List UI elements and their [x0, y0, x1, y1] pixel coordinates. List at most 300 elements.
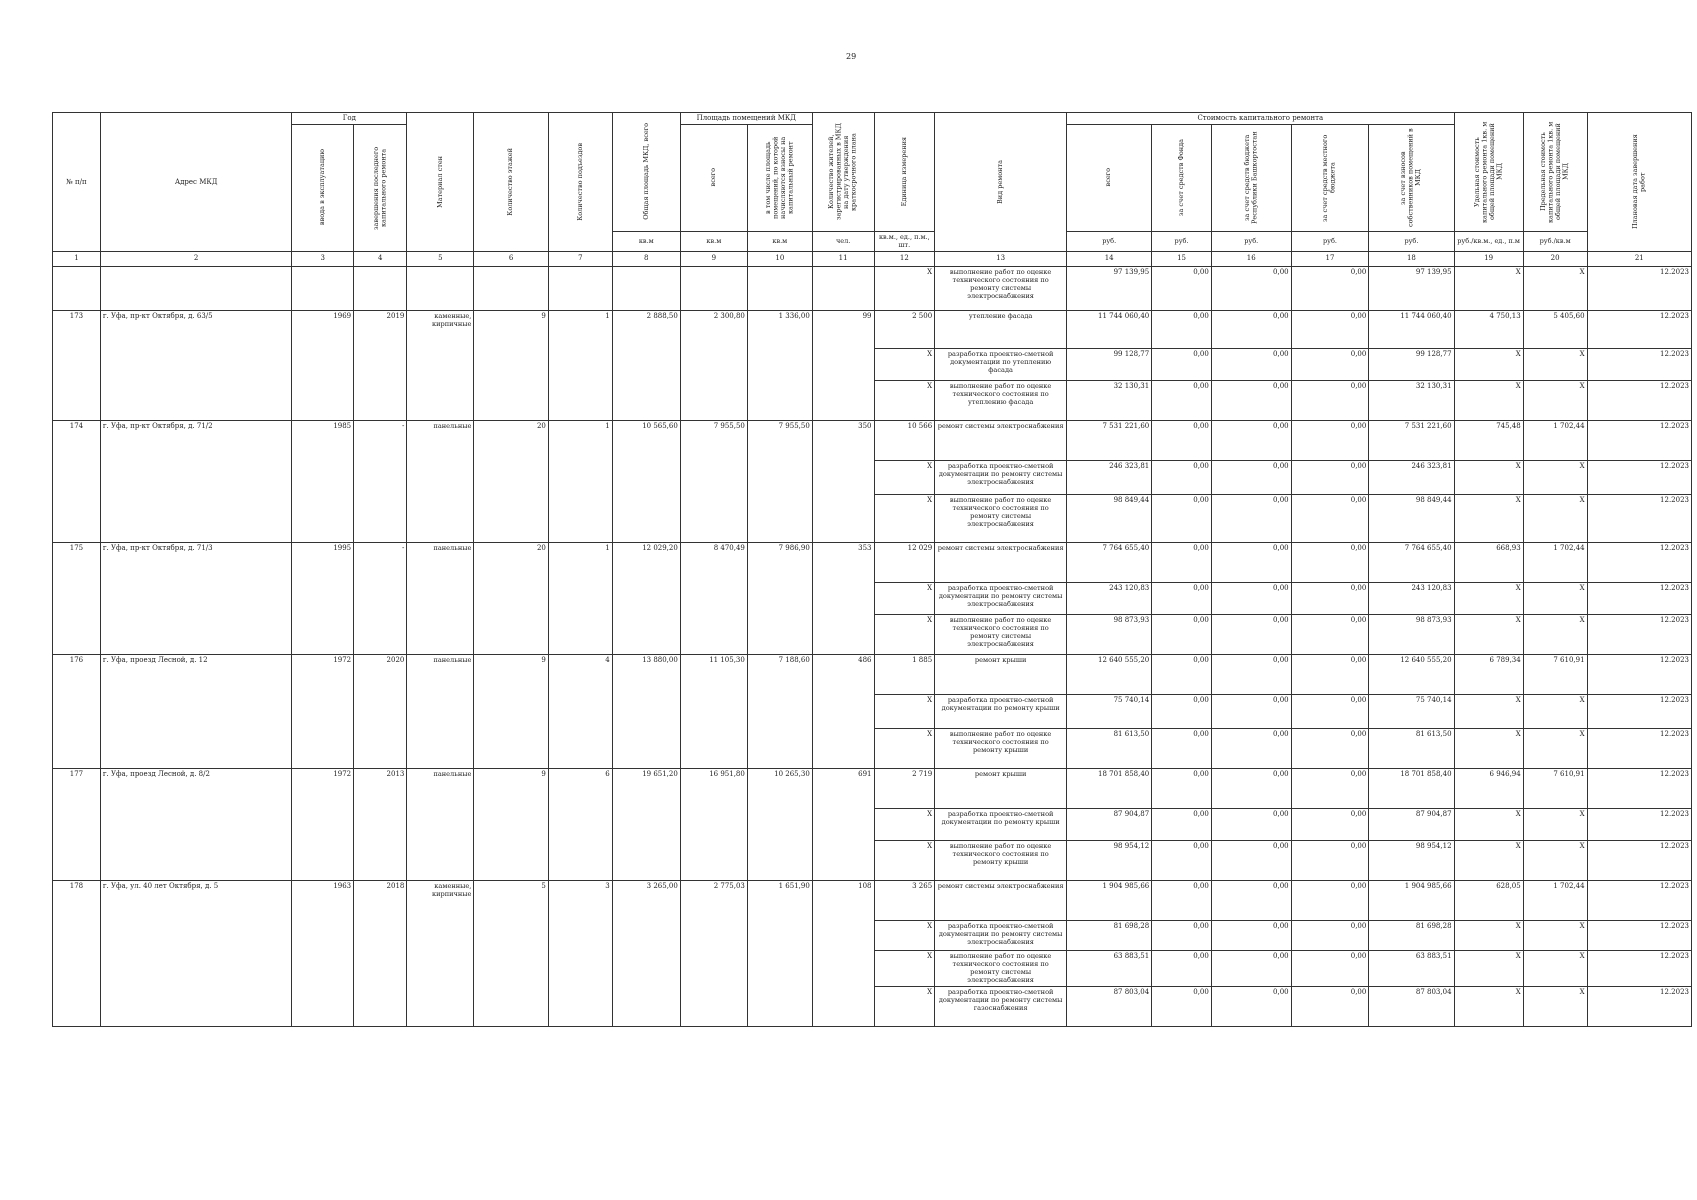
cell-entrances	[548, 494, 612, 542]
cell-cost-total: 7 764 655,40	[1067, 542, 1152, 582]
cell-entrances: 6	[548, 768, 612, 808]
col-number: 2	[100, 251, 292, 266]
cell-cost-rb: 0,00	[1211, 582, 1291, 614]
cell-cost-rb: 0,00	[1211, 310, 1291, 348]
cell-area-total	[680, 920, 747, 950]
cell-max-cost: X	[1523, 582, 1587, 614]
cell-cost-total: 81 698,28	[1067, 920, 1152, 950]
header-cost-group: Стоимость капитального ремонта	[1067, 113, 1454, 125]
cell-address	[100, 494, 292, 542]
cell-year-last-repair	[354, 380, 407, 420]
cell-num	[53, 986, 101, 1026]
cell-cost-local: 0,00	[1291, 582, 1369, 614]
cell-repair-type: разработка проектно-сметной документации по ремонту системы электроснабжения	[935, 920, 1067, 950]
cell-residents	[812, 920, 874, 950]
cell-max-cost: 1 702,44	[1523, 880, 1587, 920]
cell-unit-cost: X	[1454, 380, 1523, 420]
cell-area-owned	[747, 808, 812, 840]
unit-cost-owners: руб.	[1369, 231, 1454, 251]
unit-area: кв.м	[612, 231, 680, 251]
cell-cost-fund: 0,00	[1152, 728, 1212, 768]
cell-year-built	[292, 494, 354, 542]
cell-repair-type: выполнение работ по оценке технического состояния по ремонту системы электроснабжения	[935, 614, 1067, 654]
cell-address: г. Уфа, проезд Лесной, д. 12	[100, 654, 292, 694]
cell-year-built: 1972	[292, 768, 354, 808]
col-number: 1	[53, 251, 101, 266]
table-row	[53, 494, 1692, 542]
cell-address: г. Уфа, ул. 40 лет Октября, д. 5	[100, 880, 292, 920]
table-row	[53, 420, 1692, 460]
cell-year-built	[292, 380, 354, 420]
table-header	[53, 113, 1692, 267]
cell-plan-date: 12.2023	[1587, 460, 1691, 494]
cell-floors	[474, 266, 548, 310]
header-max-cost: Предельная стоимость капитального ремонта 1кв. м общей площади помещений МКД	[1523, 113, 1587, 232]
cell-max-cost: 7 610,91	[1523, 768, 1587, 808]
col-number: 15	[1152, 251, 1212, 266]
header-num: № п/п	[53, 113, 101, 252]
cell-area-owned	[747, 380, 812, 420]
table-row	[53, 654, 1692, 694]
cell-area-owned: 1 651,90	[747, 880, 812, 920]
cell-area-owned: 7 188,60	[747, 654, 812, 694]
cell-area-total	[680, 950, 747, 986]
cell-plan-date: 12.2023	[1587, 920, 1691, 950]
cell-cost-owners: 63 883,51	[1369, 950, 1454, 986]
cell-plan-date: 12.2023	[1587, 728, 1691, 768]
cell-material	[407, 348, 474, 380]
cell-cost-rb: 0,00	[1211, 986, 1291, 1026]
cell-area-owned	[747, 950, 812, 986]
cell-unit-cost: X	[1454, 728, 1523, 768]
cell-repair-type: выполнение работ по оценке технического состояния по ремонту системы электроснабжения	[935, 494, 1067, 542]
cell-qty: X	[874, 986, 935, 1026]
cell-entrances	[548, 266, 612, 310]
cell-qty: 2 500	[874, 310, 935, 348]
cell-plan-date: 12.2023	[1587, 310, 1691, 348]
cell-qty: X	[874, 728, 935, 768]
cell-entrances	[548, 986, 612, 1026]
cell-year-last-repair	[354, 728, 407, 768]
cell-residents	[812, 808, 874, 840]
cell-residents	[812, 614, 874, 654]
cell-repair-type: разработка проектно-сметной документации по утеплению фасада	[935, 348, 1067, 380]
cell-address	[100, 694, 292, 728]
cell-repair-type: ремонт системы электроснабжения	[935, 542, 1067, 582]
cell-area-owned	[747, 728, 812, 768]
cell-residents: 350	[812, 420, 874, 460]
cell-residents: 691	[812, 768, 874, 808]
cell-qty: X	[874, 266, 935, 310]
cell-year-built	[292, 266, 354, 310]
cell-material	[407, 380, 474, 420]
cell-max-cost: X	[1523, 614, 1587, 654]
cell-area-total	[680, 614, 747, 654]
cell-total-area	[612, 808, 680, 840]
cell-cost-local: 0,00	[1291, 840, 1369, 880]
cell-unit-cost: X	[1454, 986, 1523, 1026]
header-cost-owners: за счет взносов собственников помещений в МКД	[1369, 124, 1454, 231]
cell-cost-owners: 246 323,81	[1369, 460, 1454, 494]
cell-cost-owners: 12 640 555,20	[1369, 654, 1454, 694]
cell-num	[53, 920, 101, 950]
cell-cost-fund: 0,00	[1152, 654, 1212, 694]
header-cost-rb: за счет средств бюджета Республики Башкортостан	[1211, 124, 1291, 231]
cell-year-built	[292, 986, 354, 1026]
col-number: 20	[1523, 251, 1587, 266]
cell-unit-cost: 4 750,13	[1454, 310, 1523, 348]
cell-material: панельные	[407, 654, 474, 694]
cell-num: 176	[53, 654, 101, 694]
cell-cost-rb: 0,00	[1211, 460, 1291, 494]
cell-residents	[812, 840, 874, 880]
cell-cost-owners: 32 130,31	[1369, 380, 1454, 420]
column-numbers	[53, 251, 1692, 266]
cell-entrances	[548, 614, 612, 654]
cell-material	[407, 728, 474, 768]
cell-qty: X	[874, 582, 935, 614]
cell-entrances	[548, 950, 612, 986]
header-year-group: Год	[292, 113, 407, 125]
cell-repair-type: разработка проектно-сметной документации по ремонту крыши	[935, 808, 1067, 840]
cell-qty: X	[874, 614, 935, 654]
table-row	[53, 768, 1692, 808]
cell-cost-fund: 0,00	[1152, 614, 1212, 654]
table-row	[53, 542, 1692, 582]
cell-plan-date: 12.2023	[1587, 348, 1691, 380]
cell-address	[100, 728, 292, 768]
unit-max-cost: руб./кв.м	[1523, 231, 1587, 251]
cell-qty: X	[874, 920, 935, 950]
cell-repair-type: разработка проектно-сметной документации по ремонту системы электроснабжения	[935, 582, 1067, 614]
cell-cost-local: 0,00	[1291, 266, 1369, 310]
cell-area-owned: 1 336,00	[747, 310, 812, 348]
cell-total-area: 3 265,00	[612, 880, 680, 920]
cell-material	[407, 920, 474, 950]
cell-year-last-repair	[354, 582, 407, 614]
cell-floors	[474, 460, 548, 494]
cell-area-owned: 7 955,50	[747, 420, 812, 460]
cell-floors	[474, 950, 548, 986]
cell-material	[407, 986, 474, 1026]
cell-floors	[474, 986, 548, 1026]
cell-total-area	[612, 348, 680, 380]
cell-address	[100, 380, 292, 420]
header-year-last-repair: завершения последнего капитального ремонта	[354, 124, 407, 251]
cell-max-cost: 1 702,44	[1523, 420, 1587, 460]
cell-total-area	[612, 920, 680, 950]
unit-area-owned: кв.м	[747, 231, 812, 251]
cell-max-cost: X	[1523, 840, 1587, 880]
col-number: 14	[1067, 251, 1152, 266]
header-year-built: ввода в эксплуатацию	[292, 124, 354, 251]
cell-qty: X	[874, 694, 935, 728]
cell-entrances: 4	[548, 654, 612, 694]
cell-cost-owners: 18 701 858,40	[1369, 768, 1454, 808]
cell-total-area	[612, 380, 680, 420]
cell-num	[53, 728, 101, 768]
cell-max-cost: X	[1523, 460, 1587, 494]
col-number: 9	[680, 251, 747, 266]
cell-max-cost: 1 702,44	[1523, 542, 1587, 582]
col-number: 16	[1211, 251, 1291, 266]
cell-num	[53, 460, 101, 494]
col-number: 12	[874, 251, 935, 266]
cell-max-cost: X	[1523, 494, 1587, 542]
cell-cost-local: 0,00	[1291, 808, 1369, 840]
cell-cost-fund: 0,00	[1152, 768, 1212, 808]
cell-num: 173	[53, 310, 101, 348]
cell-cost-total: 99 128,77	[1067, 348, 1152, 380]
unit-qty: кв.м., ед., п.м., шт.	[874, 231, 935, 251]
cell-max-cost: 7 610,91	[1523, 654, 1587, 694]
cell-unit-cost: X	[1454, 840, 1523, 880]
cell-repair-type: выполнение работ по оценке технического состояния по утеплению фасада	[935, 380, 1067, 420]
cell-year-last-repair	[354, 986, 407, 1026]
cell-repair-type: разработка проектно-сметной документации по ремонту системы электроснабжения	[935, 460, 1067, 494]
header-cost-total: всего	[1067, 124, 1152, 231]
cell-cost-total: 1 904 985,66	[1067, 880, 1152, 920]
cell-cost-rb: 0,00	[1211, 494, 1291, 542]
cell-year-built	[292, 460, 354, 494]
capital-repair-table	[52, 112, 1692, 1027]
cell-cost-local: 0,00	[1291, 542, 1369, 582]
cell-material	[407, 460, 474, 494]
cell-cost-local: 0,00	[1291, 420, 1369, 460]
cell-area-owned	[747, 986, 812, 1026]
cell-cost-fund: 0,00	[1152, 986, 1212, 1026]
col-number: 21	[1587, 251, 1691, 266]
cell-residents: 353	[812, 542, 874, 582]
cell-max-cost: X	[1523, 380, 1587, 420]
cell-num	[53, 950, 101, 986]
cell-cost-total: 98 954,12	[1067, 840, 1152, 880]
cell-cost-local: 0,00	[1291, 950, 1369, 986]
cell-plan-date: 12.2023	[1587, 494, 1691, 542]
col-number: 3	[292, 251, 354, 266]
cell-cost-total: 32 130,31	[1067, 380, 1152, 420]
cell-cost-owners: 243 120,83	[1369, 582, 1454, 614]
cell-address	[100, 582, 292, 614]
cell-cost-owners: 1 904 985,66	[1369, 880, 1454, 920]
col-number: 13	[935, 251, 1067, 266]
cell-year-last-repair	[354, 950, 407, 986]
cell-address	[100, 920, 292, 950]
cell-total-area	[612, 494, 680, 542]
cell-area-total: 2 775,03	[680, 880, 747, 920]
cell-num	[53, 614, 101, 654]
header-unit-cost: Удельная стоимость капитального ремонта 1кв. м общей площади помещений МКД	[1454, 113, 1523, 232]
cell-year-last-repair	[354, 460, 407, 494]
cell-material	[407, 840, 474, 880]
cell-cost-fund: 0,00	[1152, 542, 1212, 582]
cell-entrances	[548, 460, 612, 494]
cell-cost-local: 0,00	[1291, 986, 1369, 1026]
cell-repair-type: разработка проектно-сметной документации по ремонту крыши	[935, 694, 1067, 728]
cell-total-area	[612, 728, 680, 768]
table-row	[53, 920, 1692, 950]
cell-cost-fund: 0,00	[1152, 420, 1212, 460]
header-total-area: Общая площадь МКД, всего	[612, 113, 680, 232]
cell-plan-date: 12.2023	[1587, 582, 1691, 614]
cell-cost-owners: 98 873,93	[1369, 614, 1454, 654]
header-area-group: Площадь помещений МКД	[680, 113, 812, 125]
cell-address: г. Уфа, проезд Лесной, д. 8/2	[100, 768, 292, 808]
cell-plan-date: 12.2023	[1587, 614, 1691, 654]
cell-cost-owners: 98 954,12	[1369, 840, 1454, 880]
cell-residents	[812, 582, 874, 614]
table-row	[53, 380, 1692, 420]
cell-material	[407, 950, 474, 986]
cell-cost-rb: 0,00	[1211, 542, 1291, 582]
cell-year-built	[292, 614, 354, 654]
cell-cost-fund: 0,00	[1152, 920, 1212, 950]
cell-residents: 108	[812, 880, 874, 920]
cell-qty: X	[874, 494, 935, 542]
cell-num: 174	[53, 420, 101, 460]
cell-num	[53, 380, 101, 420]
cell-cost-fund: 0,00	[1152, 266, 1212, 310]
cell-floors	[474, 380, 548, 420]
cell-cost-fund: 0,00	[1152, 460, 1212, 494]
cell-cost-fund: 0,00	[1152, 310, 1212, 348]
cell-year-last-repair	[354, 920, 407, 950]
cell-year-built	[292, 950, 354, 986]
cell-cost-local: 0,00	[1291, 880, 1369, 920]
cell-cost-total: 97 139,95	[1067, 266, 1152, 310]
cell-address: г. Уфа, пр-кт Октября, д. 71/3	[100, 542, 292, 582]
cell-cost-total: 18 701 858,40	[1067, 768, 1152, 808]
cell-total-area	[612, 582, 680, 614]
cell-repair-type: выполнение работ по оценке технического состояния по ремонту крыши	[935, 840, 1067, 880]
cell-floors	[474, 582, 548, 614]
cell-floors	[474, 728, 548, 768]
cell-cost-total: 75 740,14	[1067, 694, 1152, 728]
cell-residents	[812, 694, 874, 728]
cell-cost-owners: 87 803,04	[1369, 986, 1454, 1026]
cell-area-total	[680, 840, 747, 880]
unit-unit-cost: руб./кв.м., ед., п.м	[1454, 231, 1523, 251]
cell-num	[53, 348, 101, 380]
cell-cost-local: 0,00	[1291, 614, 1369, 654]
table-row	[53, 840, 1692, 880]
cell-cost-rb: 0,00	[1211, 266, 1291, 310]
cell-floors	[474, 494, 548, 542]
cell-plan-date: 12.2023	[1587, 840, 1691, 880]
header-material: Материал стен	[407, 113, 474, 252]
cell-cost-local: 0,00	[1291, 728, 1369, 768]
cell-plan-date: 12.2023	[1587, 420, 1691, 460]
cell-num	[53, 582, 101, 614]
cell-total-area: 12 029,20	[612, 542, 680, 582]
cell-num: 178	[53, 880, 101, 920]
cell-entrances: 1	[548, 542, 612, 582]
cell-area-owned	[747, 694, 812, 728]
cell-floors: 9	[474, 768, 548, 808]
cell-cost-rb: 0,00	[1211, 654, 1291, 694]
table-row	[53, 348, 1692, 380]
cell-repair-type: выполнение работ по оценке технического состояния по ремонту системы электроснабжения	[935, 950, 1067, 986]
cell-entrances: 1	[548, 310, 612, 348]
col-number: 18	[1369, 251, 1454, 266]
cell-plan-date: 12.2023	[1587, 542, 1691, 582]
cell-address	[100, 840, 292, 880]
cell-cost-fund: 0,00	[1152, 808, 1212, 840]
cell-cost-owners: 81 613,50	[1369, 728, 1454, 768]
cell-cost-rb: 0,00	[1211, 728, 1291, 768]
cell-max-cost: X	[1523, 950, 1587, 986]
cell-residents	[812, 728, 874, 768]
cell-repair-type: ремонт крыши	[935, 768, 1067, 808]
cell-plan-date: 12.2023	[1587, 950, 1691, 986]
cell-year-built: 1985	[292, 420, 354, 460]
cell-cost-fund: 0,00	[1152, 380, 1212, 420]
cell-unit-cost: 628,05	[1454, 880, 1523, 920]
cell-floors: 20	[474, 542, 548, 582]
cell-area-owned: 7 986,90	[747, 542, 812, 582]
cell-floors	[474, 808, 548, 840]
cell-plan-date: 12.2023	[1587, 694, 1691, 728]
cell-material: каменные, кирпичные	[407, 310, 474, 348]
cell-plan-date: 12.2023	[1587, 654, 1691, 694]
cell-unit-cost: 6 946,94	[1454, 768, 1523, 808]
table-row	[53, 808, 1692, 840]
cell-total-area: 13 880,00	[612, 654, 680, 694]
cell-num	[53, 494, 101, 542]
cell-max-cost: X	[1523, 920, 1587, 950]
cell-residents	[812, 950, 874, 986]
unit-cost-local: руб.	[1291, 231, 1369, 251]
cell-area-total	[680, 986, 747, 1026]
cell-entrances	[548, 348, 612, 380]
cell-unit-cost: X	[1454, 494, 1523, 542]
cell-residents: 99	[812, 310, 874, 348]
cell-year-last-repair: -	[354, 542, 407, 582]
cell-material	[407, 694, 474, 728]
cell-cost-fund: 0,00	[1152, 582, 1212, 614]
cell-area-total: 11 105,30	[680, 654, 747, 694]
cell-area-owned	[747, 614, 812, 654]
cell-address: г. Уфа, пр-кт Октября, д. 71/2	[100, 420, 292, 460]
cell-max-cost: 5 405,60	[1523, 310, 1587, 348]
cell-cost-owners: 98 849,44	[1369, 494, 1454, 542]
col-number: 17	[1291, 251, 1369, 266]
header-plan-date: Плановая дата завершения работ	[1587, 113, 1691, 252]
cell-material	[407, 614, 474, 654]
cell-cost-rb: 0,00	[1211, 950, 1291, 986]
cell-qty: 3 265	[874, 880, 935, 920]
cell-total-area	[612, 460, 680, 494]
cell-qty: X	[874, 460, 935, 494]
header-entrances: Количество подъездов	[548, 113, 612, 252]
cell-max-cost: X	[1523, 808, 1587, 840]
cell-cost-owners: 11 744 060,40	[1369, 310, 1454, 348]
cell-area-total	[680, 266, 747, 310]
cell-floors	[474, 840, 548, 880]
cell-cost-owners: 7 531 221,60	[1369, 420, 1454, 460]
cell-cost-total: 81 613,50	[1067, 728, 1152, 768]
cell-year-built	[292, 582, 354, 614]
col-number: 8	[612, 251, 680, 266]
page-number: 29	[846, 52, 857, 61]
cell-cost-fund: 0,00	[1152, 950, 1212, 986]
cell-qty: 10 566	[874, 420, 935, 460]
cell-area-total: 16 951,80	[680, 768, 747, 808]
cell-year-last-repair	[354, 494, 407, 542]
cell-plan-date: 12.2023	[1587, 808, 1691, 840]
cell-residents	[812, 266, 874, 310]
cell-area-total	[680, 582, 747, 614]
